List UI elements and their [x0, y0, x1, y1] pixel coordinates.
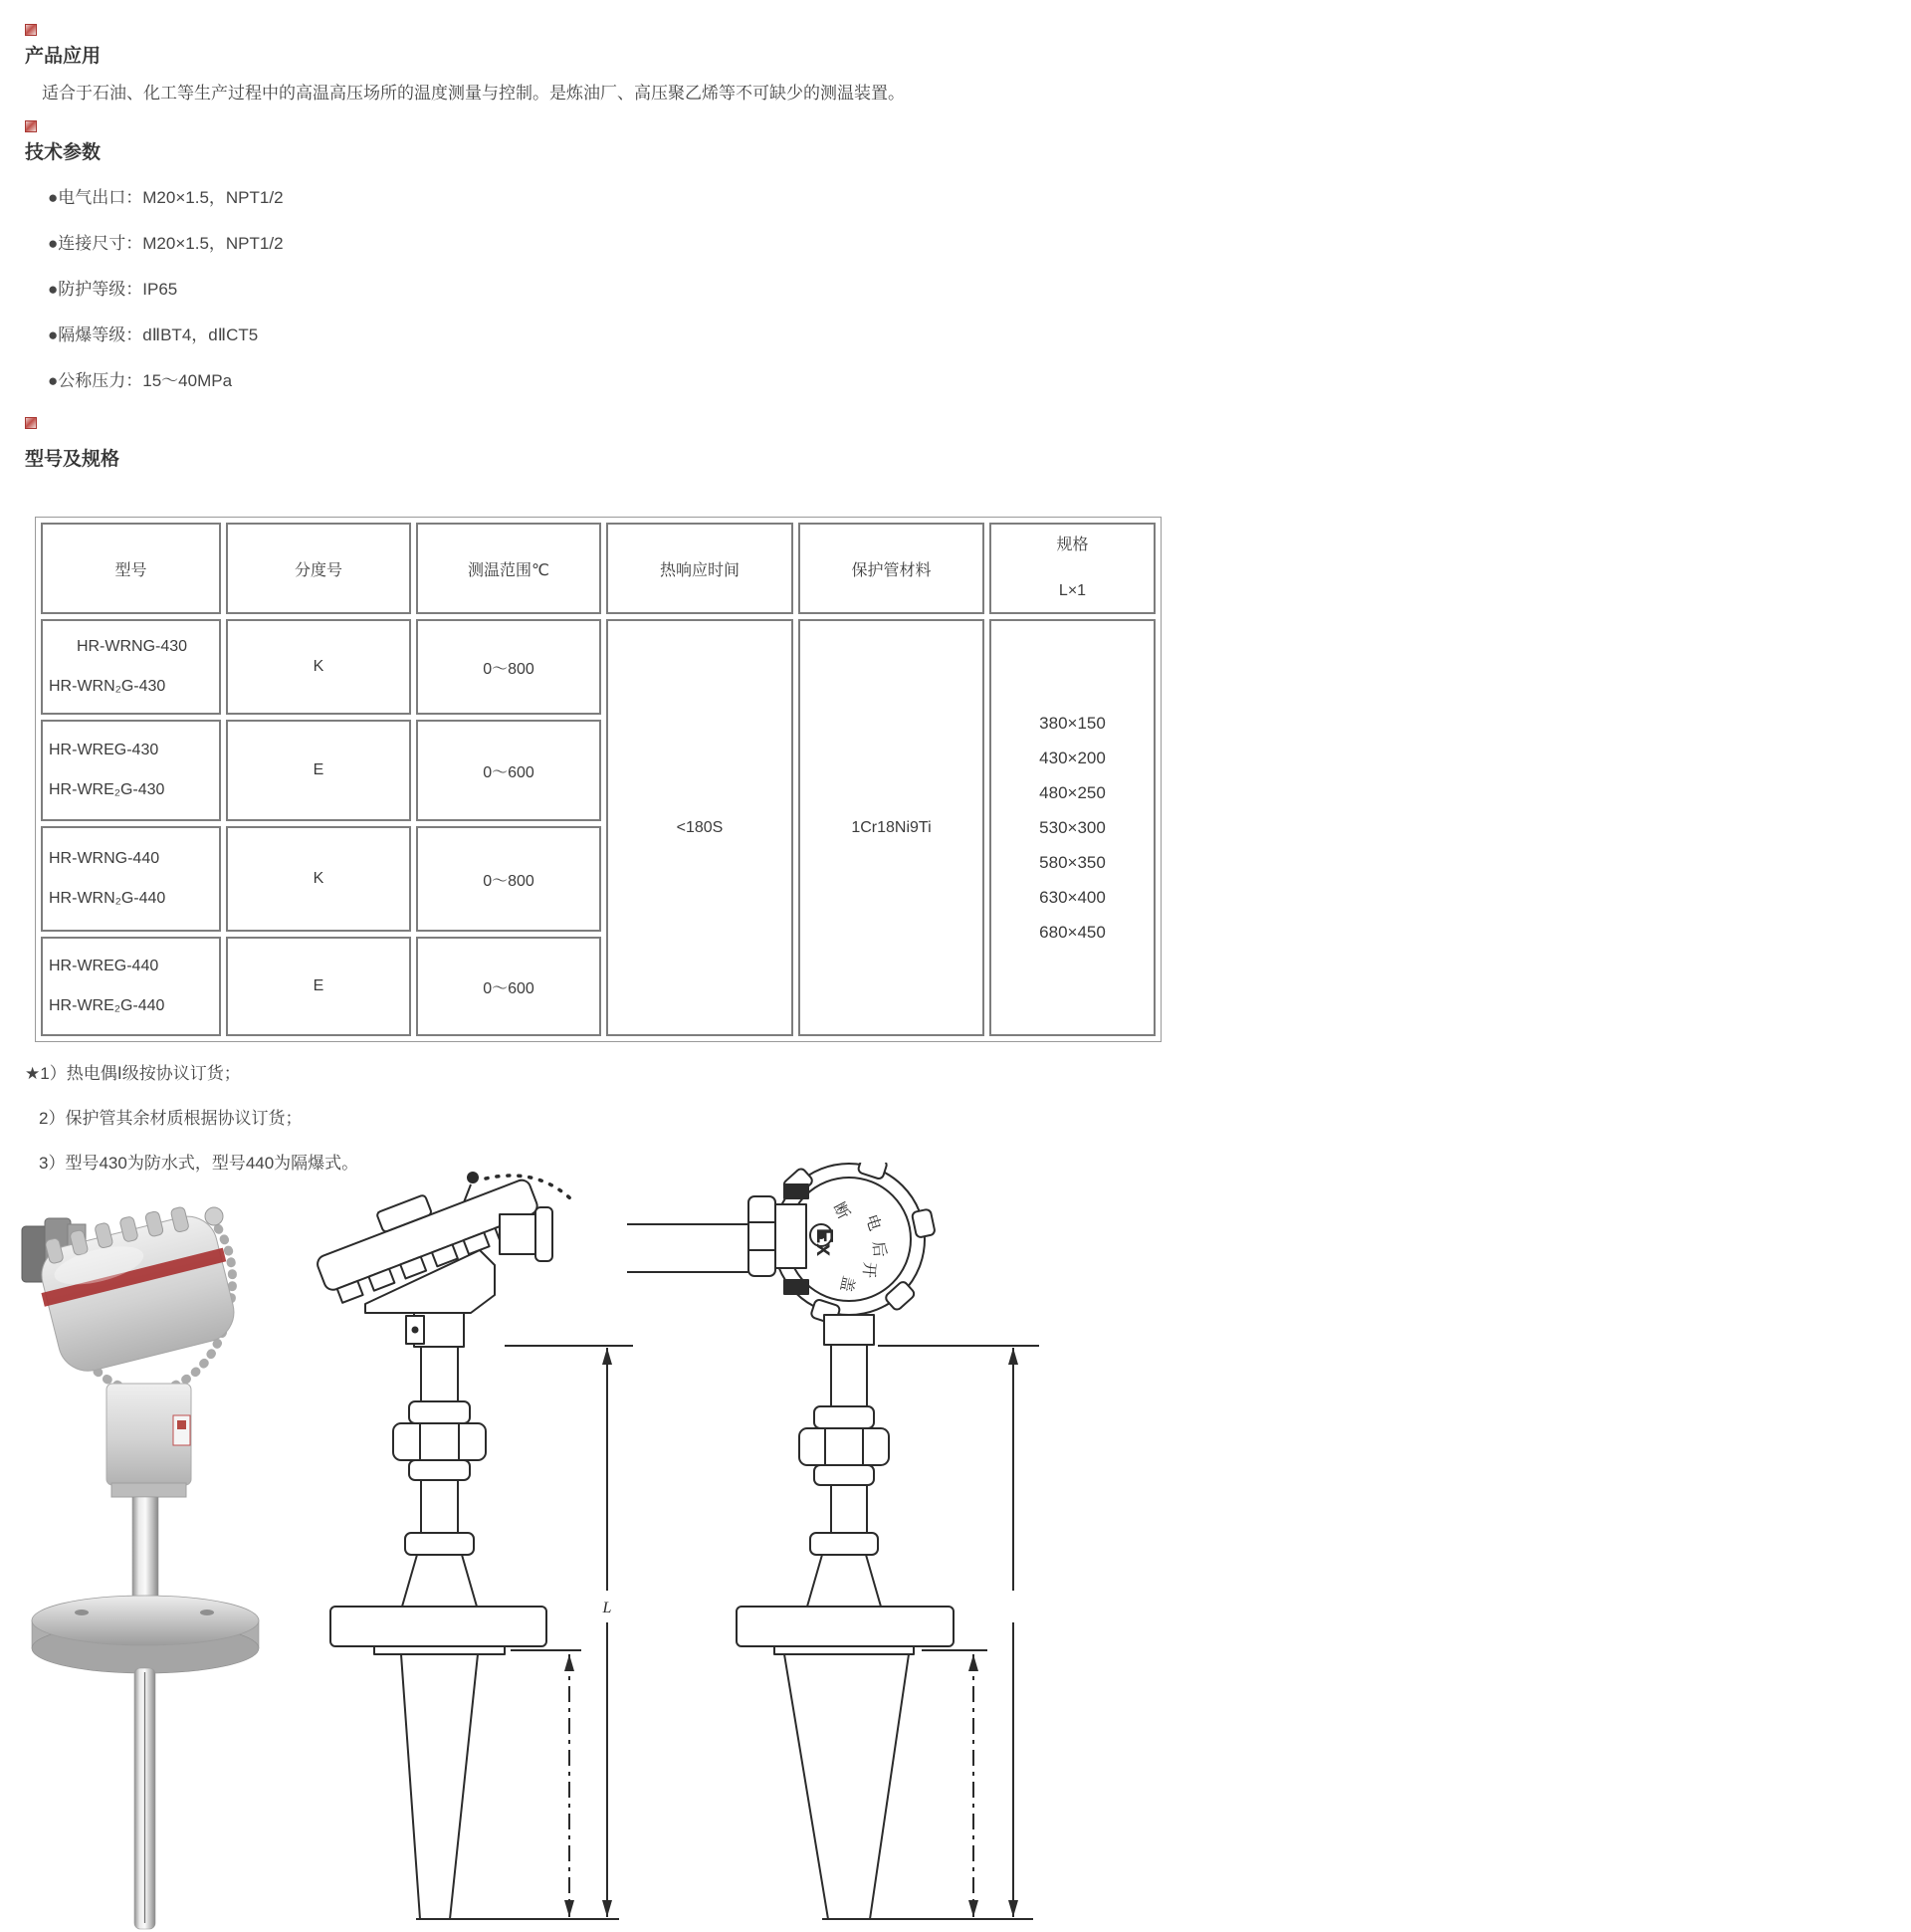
head-char: 盖	[836, 1273, 857, 1294]
model-cell: HR-WRNG-440 HR-WRN₂G-440	[41, 826, 221, 932]
footnote: 3）型号430为防水式，型号440为隔爆式。	[39, 1154, 359, 1173]
col-header-spec	[989, 523, 1156, 614]
explosionproof-type-drawing	[625, 1163, 1045, 1931]
footnote: ★1）热电偶Ⅰ级按协议订货；	[25, 1064, 241, 1083]
col-header-index: 分度号	[226, 523, 411, 614]
table-header-row	[41, 523, 1156, 614]
union-nut	[814, 1406, 874, 1428]
flange	[330, 1607, 546, 1646]
section-marker-icon	[25, 24, 37, 36]
range-cell: 0～600	[416, 937, 601, 1036]
range-cell: 0～800	[416, 619, 601, 715]
col-header-model: 型号	[41, 523, 221, 614]
tapered-probe	[784, 1654, 909, 1919]
parameter-item: ●防护等级：IP65	[48, 280, 178, 299]
waterproof-type-drawing	[269, 1163, 637, 1931]
parameter-item: ●隔爆等级：dⅡBT4，dⅡCT5	[48, 325, 259, 344]
section-title-application: 产品应用	[25, 46, 102, 67]
union-nut	[409, 1401, 470, 1423]
footnote: 2）保护管其余材质根据协议订货；	[39, 1109, 303, 1128]
table-row	[41, 937, 1156, 1036]
head-char: 后	[869, 1240, 888, 1259]
parameter-list	[25, 188, 1911, 391]
index-cell: K	[226, 619, 411, 715]
col-header-spec-label: 规格	[1056, 537, 1089, 553]
table-row	[41, 826, 1156, 932]
product-drawings	[0, 1163, 1095, 1932]
nameplate	[173, 1415, 190, 1445]
head-char: 断	[829, 1199, 852, 1222]
range-cell: 0～600	[416, 720, 601, 821]
col-header-range: 测温范围℃	[416, 523, 601, 614]
model-spec-table	[35, 517, 1162, 1042]
head-char: 开	[859, 1261, 878, 1279]
dim-label-L: L	[602, 1600, 612, 1616]
head-char: 电	[862, 1212, 884, 1233]
spec-values-cell: 380×150 430×200 480×250 530×300 580×350 630×400 680×450	[989, 619, 1156, 1036]
col-header-response: 热响应时间	[606, 523, 793, 614]
index-cell: E	[226, 937, 411, 1036]
flange	[32, 1596, 259, 1673]
section-marker-icon	[25, 120, 37, 132]
thermocouple-photo	[12, 1163, 263, 1931]
tapered-probe	[401, 1654, 478, 1919]
model-cell: HR-WRNG-430 HR-WRN₂G-430	[41, 619, 221, 715]
range-cell: 0～800	[416, 826, 601, 932]
side-connector	[774, 1204, 806, 1268]
model-cell: HR-WREG-430 HR-WRE₂G-430	[41, 720, 221, 821]
model-cell: HR-WREG-440 HR-WRE₂G-440	[41, 937, 221, 1036]
parameter-item: ●电气出口：M20×1.5，NPT1/2	[48, 188, 284, 207]
parameter-item: ●连接尺寸：M20×1.5，NPT1/2	[48, 234, 284, 253]
col-header-material: 保护管材料	[798, 523, 984, 614]
section-title-parameters: 技术参数	[25, 142, 102, 163]
table-row	[41, 720, 1156, 821]
index-cell: E	[226, 720, 411, 821]
footnotes	[25, 1064, 1911, 1174]
response-time-cell: <180S	[606, 619, 793, 1036]
parameter-item: ●公称压力：15～40MPa	[48, 371, 233, 390]
sheath-material-cell: 1Cr18Ni9Ti	[798, 619, 984, 1036]
conduit-entry	[500, 1214, 537, 1254]
flange	[737, 1607, 954, 1646]
section-title-models: 型号及规格	[25, 449, 120, 470]
ex-marking: Ex	[812, 1227, 838, 1257]
index-cell: K	[226, 826, 411, 932]
table-row	[41, 619, 1156, 715]
section-marker-icon	[25, 417, 37, 429]
col-header-spec-sub: L×1	[1058, 582, 1087, 599]
application-paragraph: 适合于石油、化工等生产过程中的高温高压场所的温度测量与控制。是炼油厂、高压聚乙烯等不可缺少的测温装置。	[42, 84, 905, 103]
